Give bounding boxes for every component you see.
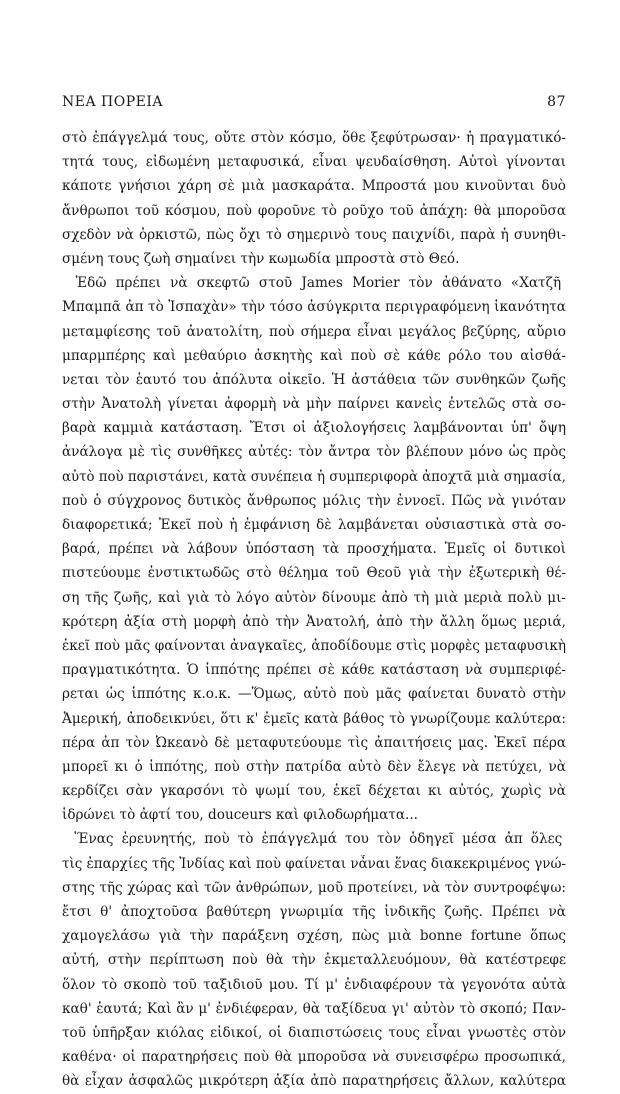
text-line: βαρὰ καμμιὰ κατάσταση. Ἔτσι οἱ ἀξιολογήσεις λαμβάνονται ὑπ' ὄψη [62, 420, 566, 437]
text-line: μπορεῖ κι ὁ ἱππότης, ποὺ στὴν πατρίδα αὐτὸ δὲν ἔλεγε νὰ πετύχει, νὰ [62, 758, 566, 775]
text-line: χαμογελάσω γιὰ τὴν παράξενη σχέση, πὼς μιὰ bonne fortune ὅπως [62, 928, 566, 945]
text-line: βαρά, πρέπει νὰ λάβουν ὑπόσταση τὰ προσχήματα. Ἐμεῖς οἱ δυτικοὶ [62, 541, 566, 558]
text-line: ἐκεῖ ποὺ μᾶς φαίνονται ἀναγκαῖες, ἀποδίδουμε στὶς μορφὲς μεταφυσικὴ [62, 637, 566, 654]
text-line: ἄνθρωποι τοῦ κόσμου, ποὺ φοροῦνε τὸ ροῦχο τοῦ ἀπάχη: θὰ μποροῦσα [62, 202, 566, 219]
text-line: σμένη τους ζωὴ σημαίνει τὴν κωμωδία μπροστὰ στὸ Θεό. [62, 250, 460, 267]
text-line: διαφορετικά; Ἐκεῖ ποὺ ἡ ἐμφάνιση δὲ λαμβάνεται οὐσιαστικὰ στὰ σο- [62, 517, 566, 533]
text-line: τοῦ ὑπῆρξαν κιόλας εἰδικοί, οἱ διαπιστώσεις τους εἶναι γνωστὲς στὸν [62, 1024, 566, 1041]
text-line: κρότερη ἀξία στὴ μορφὴ ἀπὸ τὴν Ἀνατολή, ἀπὸ τὴν ἄλλη ὅμως μεριά, [62, 613, 566, 630]
text-line: ση τῆς ζωῆς, καὶ γιὰ τὸ λόγο αὐτὸν δίνουμε ἀπὸ τὴ μιὰ μεριὰ πολὺ μι- [62, 589, 566, 606]
text-line: ἀνάλογα μὲ τὶς συνθῆκες αὐτές: τὸν ἄντρα τὸν βλέπουν μόνο ὡς πρὸς [62, 444, 566, 461]
running-title: ΝΕΑ ΠΟΡΕΙΑ [62, 94, 163, 110]
text-line: νεται τὸν ἑαυτό του ἀπόλυτα οἰκεῖο. Ἡ ἀστάθεια τῶν συνθηκῶν ζωῆς [62, 371, 566, 388]
text-line: αὐτὸ ποὺ παριστάνει, κατὰ συνέπεια ἡ συμπεριφορὰ ἀποχτᾶ μιὰ σημασία, [62, 468, 566, 485]
text-line: πραγματικότητα. Ὁ ἱππότης πρέπει σὲ κάθε κατάσταση νὰ συμπεριφέ- [62, 662, 566, 679]
text-line: μεταμφίεσης τοῦ ἀνατολίτη, ποὺ σήμερα εἶναι μεγάλος βεζύρης, αὔριο [62, 323, 566, 340]
text-line: κερδίζει σὰν γκαρσόνι τὸ ψωμί του, ἐκεῖ δέχεται κι αὐτός, χωρὶς νὰ [62, 783, 566, 800]
text-line: πιστεύουμε ἐνστικτωδῶς στὸ θέλημα τοῦ Θεοῦ γιὰ τὴν ἐξωτερικὴ θέ- [62, 565, 566, 582]
text-line: στὸ ἐπάγγελμά τους, οὔτε στὸν κόσμο, ὅθε ξεφύτρωσαν· ἡ πραγματικό- [62, 130, 566, 146]
text-line: μπαρμπέρης καὶ μεθαύριο ἀσκητὴς καὶ ποὺ σὲ κάθε ρόλο του αἰσθά- [62, 347, 566, 364]
text-line: καθ' ἑαυτά; Καὶ ἂν μ' ἐνδιέφεραν, θὰ ταξίδευα γι' αὐτὸν τὸ σκοπό; Παν- [62, 1000, 566, 1017]
page-number: 87 [547, 94, 566, 110]
text-line: ἔτσι θ' ἀποχτοῦσα βαθύτερη γνωριμία τῆς ἰνδικῆς ζωῆς. Πρέπει νὰ [62, 904, 566, 920]
text-line: Ἕνας ἐρευνητής, ποὺ τὸ ἐπάγγελμά του τὸν ὁδηγεῖ μέσα ἀπ ὅλες [62, 831, 563, 848]
text-line: Ἐδῶ πρέπει νὰ σκεφτῶ στοῦ James Morier τὸν ἀθάνατο «Χατζῆ [62, 275, 562, 292]
text-line: Ἀμερική, ἀποδεικνύει, ὅτι κ' ἐμεῖς κατὰ βάθος τὸ γνωρίζουμε καλύτερα: [62, 710, 566, 727]
text-line: Μπαμπᾶ ἀπ τὸ Ἰσπαχὰν» τὴν τόσο ἀσύγκριτα περιγραφόμενη ἱκανότητα [62, 299, 566, 316]
text-line: ποὺ ὁ σύγχρονος δυτικὸς ἄνθρωπος μόλις τὴν ἐννοεῖ. Πῶς νὰ γινόταν [62, 492, 566, 509]
text-line: τὶς ἐπαρχίες τῆς Ἰνδίας καὶ ποὺ φαίνεται νἆναι ἕνας διακεκριμένος γνώ- [62, 855, 566, 872]
text-line: πέρα ἀπ τὸν Ὠκεανὸ δὲ μεταφυτεύουμε τὶς ἀπαιτήσεις μας. Ἐκεῖ πέρα [62, 734, 566, 751]
text-line: ὅλον τὸ σκοπὸ τοῦ ταξιδιοῦ μου. Τί μ' ἐνδιαφέρουν τὰ γεγονότα αὐτὰ [62, 976, 566, 993]
body-text [62, 126, 566, 1094]
text-line: στης τῆς χώρας καὶ τῶν ἀνθρώπων, μοῦ προτείνει, νὰ τὸν συντροφέψω: [62, 879, 566, 896]
text-line: ἱδρώνει τὸ ἀφτί του, douceurs καὶ φιλοδωρήματα... [62, 807, 418, 824]
text-line: κάποτε γνήσιοι χάρη σὲ μιὰ μασκαράτα. Μπροστά μου κινοῦνται δυὸ [62, 178, 566, 195]
running-header [62, 94, 566, 116]
text-line: ρεται ὡς ἱππότης κ.ο.κ. —Ὅμως, αὐτὸ ποὺ μᾶς φαίνεται δυνατὸ στὴν [62, 686, 566, 703]
text-line: στὴν Ἀνατολὴ γίνεται ἀφορμὴ νὰ μὴν παίρνει κανεὶς ἐντελῶς στὰ σο- [62, 396, 566, 413]
text-line: καθένα· οἱ παρατηρήσεις ποὺ θὰ μποροῦσα νὰ συνεισφέρω προσωπικά, [62, 1049, 566, 1066]
text-line: αὐτή, στὴν περίπτωση ποὺ θὰ τὴν ἐκμεταλλευόμουν, θὰ κατέστρεφε [62, 952, 566, 969]
text-line: τητά τους, εἰδωμένη μεταφυσικά, εἶναι ψευδαίσθηση. Αὐτοὶ γίνονται [62, 154, 566, 171]
text-line: θὰ εἶχαν ἀσφαλῶς μικρότερη ἀξία ἀπὸ παρατηρήσεις ἄλλων, καλύτερα [62, 1073, 566, 1090]
text-line: σχεδὸν νὰ ὁρκιστῶ, πὼς ὄχι τὸ σημερινὸ τους παιχνίδι, παρὰ ἡ συνηθι- [62, 226, 566, 243]
